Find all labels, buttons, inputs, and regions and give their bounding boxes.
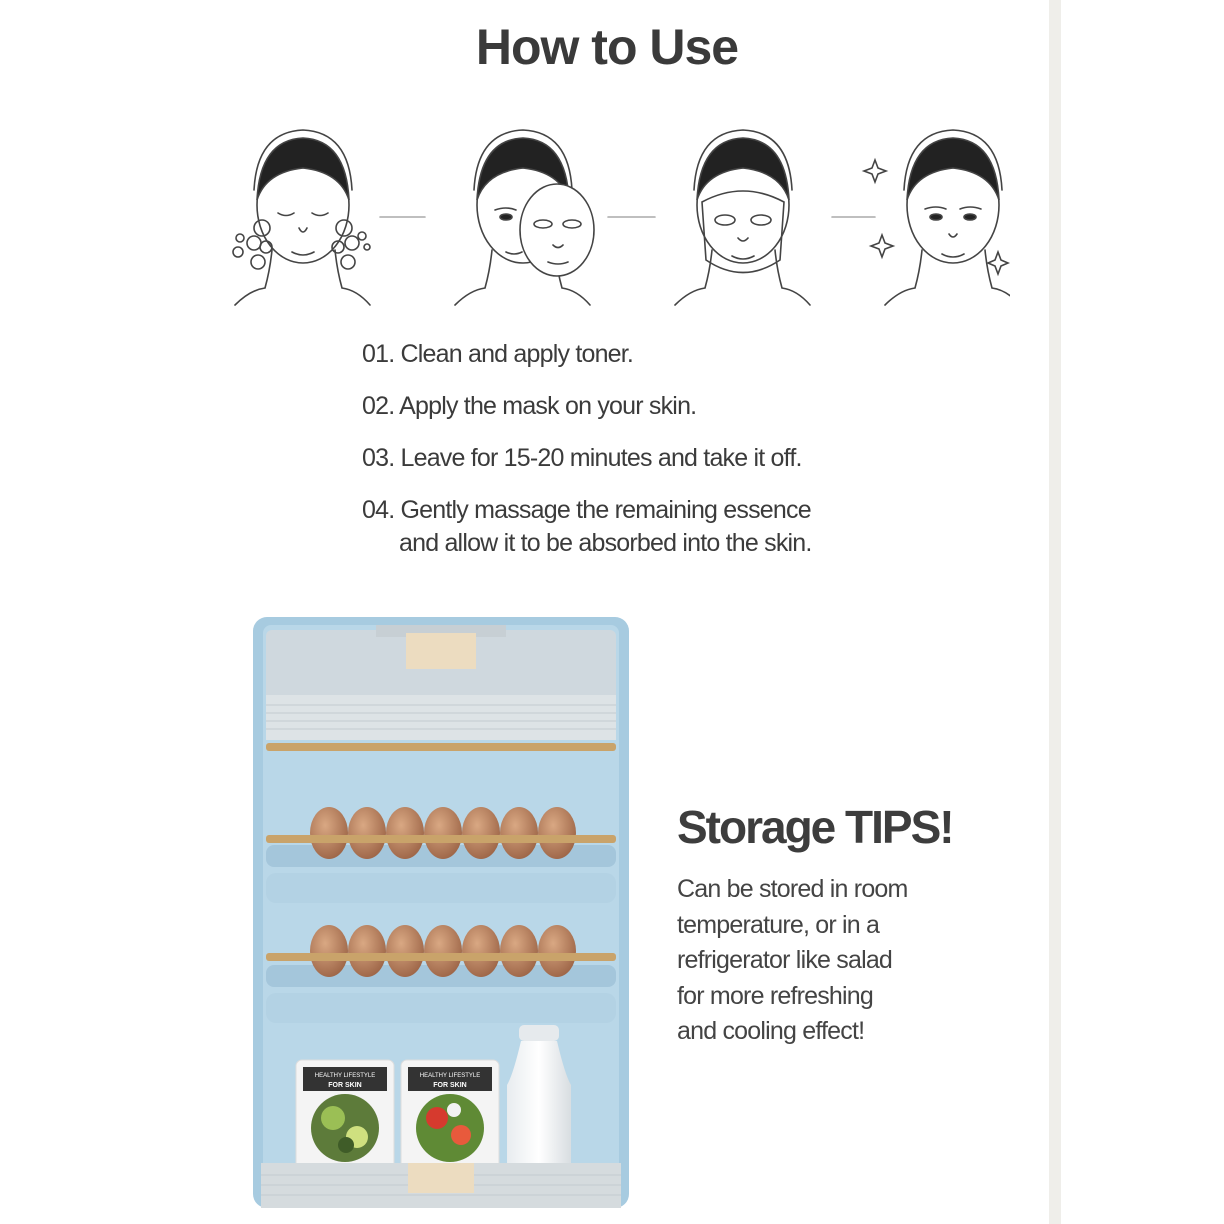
package-2-label-line-2: FOR SKIN bbox=[433, 1082, 467, 1089]
product-usage-page bbox=[165, 0, 1049, 1224]
how-to-use-illustration bbox=[210, 120, 1010, 320]
storage-tips-line-5: and cooling effect! bbox=[677, 1017, 865, 1045]
storage-tips-line-1: Can be stored in room bbox=[677, 875, 908, 903]
storage-tips-body bbox=[677, 872, 977, 1050]
page-title: How to Use bbox=[475, 19, 739, 75]
right-edge-bar bbox=[1049, 0, 1061, 1224]
package-1-label-line-1: HEALTHY LIFESTYLE bbox=[314, 1073, 376, 1079]
storage-tips-line-2: temperature, or in a bbox=[677, 910, 880, 939]
storage-tips-line-3: refrigerator like salad bbox=[677, 946, 893, 974]
cleansing-face-icon bbox=[233, 130, 370, 305]
step-4-line-2: and allow it to be absorbed into the skin. bbox=[399, 529, 812, 557]
storage-tips-line-4: for more refreshing bbox=[677, 981, 873, 1010]
storage-tips-title: Storage TIPS! bbox=[677, 801, 953, 853]
step-2: 02. Apply the mask on your skin. bbox=[362, 392, 697, 420]
step-4-line-1: 04. Gently massage the remaining essence bbox=[362, 496, 811, 524]
usage-steps bbox=[362, 338, 962, 579]
package-1-label-line-2: FOR SKIN bbox=[328, 1082, 362, 1089]
step-1: 01. Clean and apply toner. bbox=[362, 340, 634, 368]
left-margin bbox=[0, 0, 165, 1224]
mask-package-2 bbox=[401, 1060, 499, 1170]
step-3: 03. Leave for 15-20 minutes and take it off. bbox=[362, 444, 802, 472]
right-margin bbox=[1049, 0, 1224, 1224]
glowing-face-icon bbox=[864, 130, 1010, 305]
step-4 bbox=[362, 494, 962, 560]
applying-mask-icon bbox=[455, 130, 594, 305]
package-2-label-line-1: HEALTHY LIFESTYLE bbox=[419, 1073, 481, 1079]
mask-on-face-icon bbox=[675, 130, 810, 305]
fridge-door-image bbox=[251, 615, 631, 1210]
mask-package-1 bbox=[296, 1060, 394, 1170]
